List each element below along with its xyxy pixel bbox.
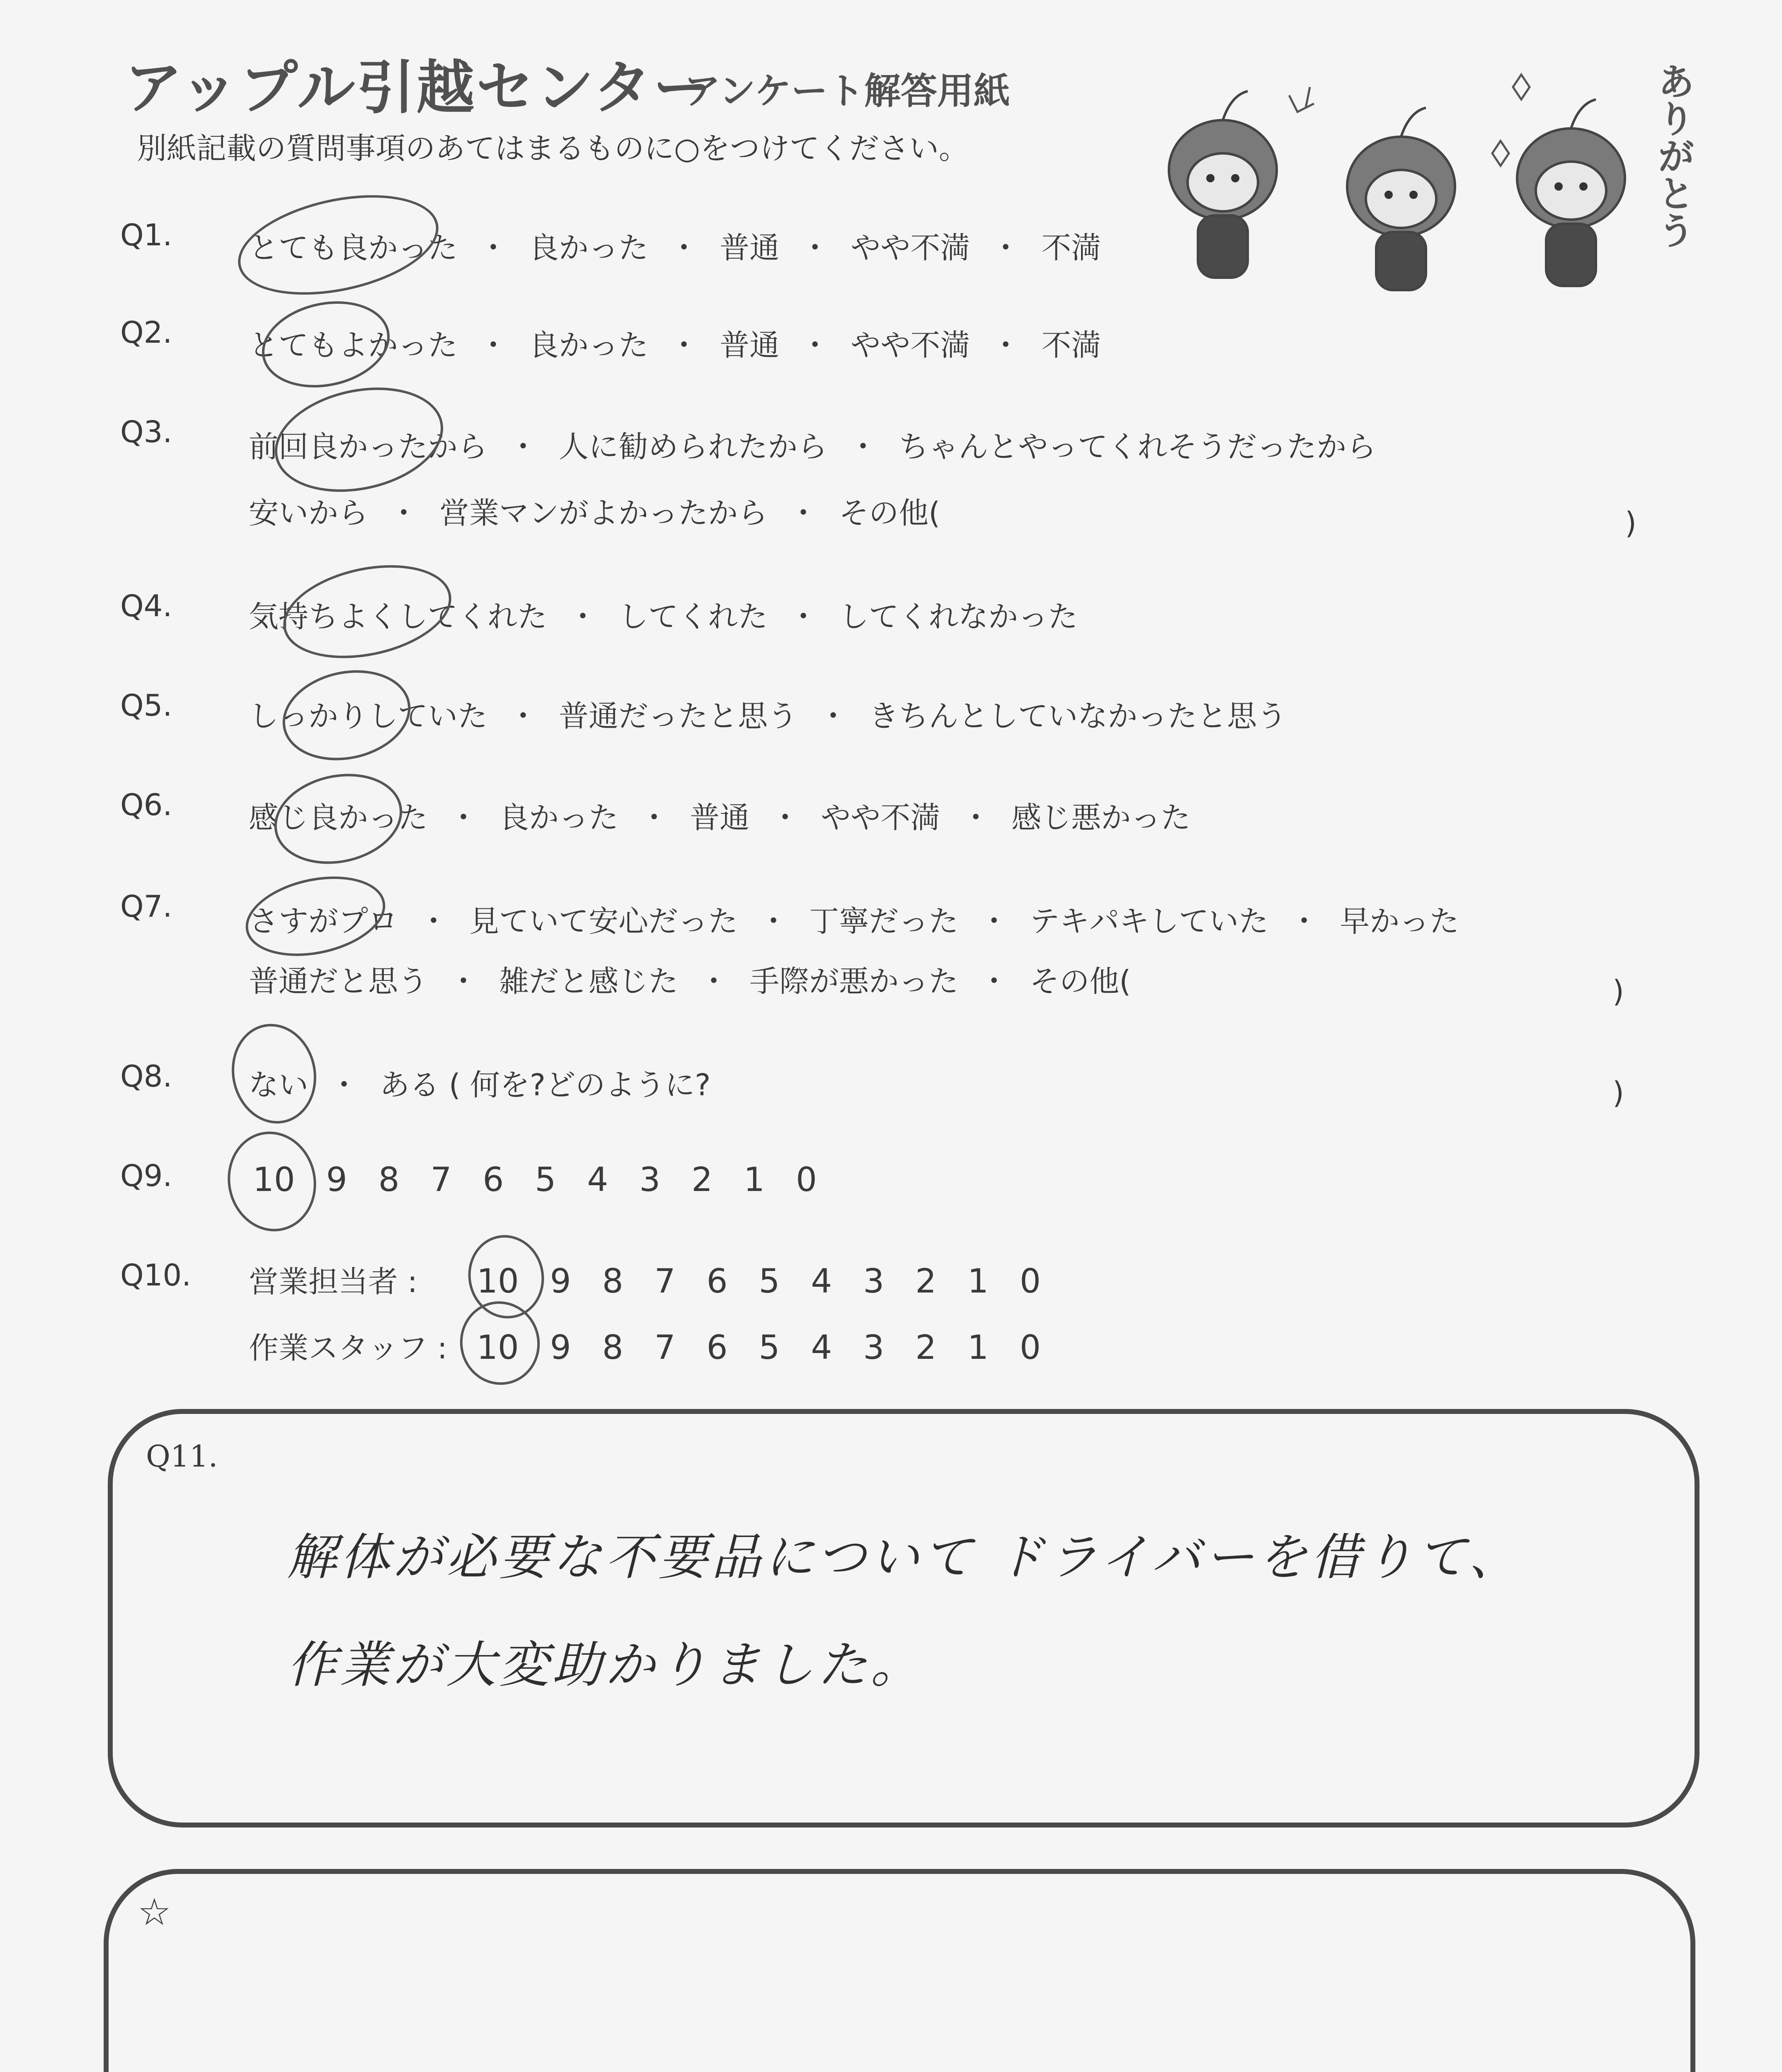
question-label: Q3. [120, 414, 172, 449]
q2-option[interactable]: 良かった [529, 328, 649, 363]
q3-option[interactable]: 安いから [249, 496, 369, 530]
form-instruction: 別紙記載の質問事項のあてはまるものに○をつけてください。 [137, 131, 969, 166]
selection-circle [238, 864, 393, 968]
selection-circle [254, 290, 398, 399]
q6-option[interactable]: 良かった [499, 800, 619, 835]
q7-option[interactable]: テキパキしていた [1030, 904, 1269, 939]
q7-option[interactable]: 普通だと思う [249, 964, 428, 999]
scale-value[interactable]: 10 [477, 1328, 519, 1367]
scale-value[interactable]: 2 [915, 1262, 937, 1300]
q1-option[interactable]: 良かった [529, 230, 649, 265]
q7-option[interactable]: 手際が悪かった [749, 964, 959, 999]
q2-option[interactable]: やや不満 [851, 328, 970, 363]
q4-options: 気持ちよくしてくれた ・ してくれた ・ してくれなかった [249, 593, 1078, 636]
scale-value[interactable]: 1 [744, 1160, 765, 1199]
q5-option[interactable]: きちんとしていなかったと思う [869, 699, 1287, 733]
scale-value[interactable]: 5 [759, 1262, 780, 1300]
q3-option[interactable]: 営業マンがよかったから [439, 496, 768, 530]
q5-options: しっかりしていた ・ 普通だったと思う ・ きちんとしていなかったと思う [249, 692, 1287, 735]
star-icon: ☆ [138, 1890, 171, 1934]
q8-option[interactable]: ない [249, 1067, 309, 1102]
scale-value[interactable]: 3 [863, 1328, 885, 1367]
scale-value[interactable]: 8 [602, 1328, 623, 1367]
q8-option[interactable]: ある ( 何を?どのように? [380, 1067, 711, 1102]
q6-option[interactable]: 感じ良かった [249, 800, 428, 835]
q1-option[interactable]: やや不満 [851, 230, 970, 265]
q5-option[interactable]: しっかりしていた [249, 699, 488, 733]
q3-options-line2: 安いから ・ 営業マンがよかったから ・ その他( [249, 489, 940, 532]
selection-circle [223, 1016, 325, 1132]
question-label: Q5. [120, 688, 172, 723]
scale-value[interactable]: 1 [967, 1262, 989, 1300]
q3-option[interactable]: その他( [839, 496, 941, 530]
scale-value[interactable]: 3 [639, 1160, 661, 1199]
question-label: Q10. [120, 1258, 192, 1293]
scale-value[interactable]: 7 [430, 1160, 452, 1199]
scale-value[interactable]: 4 [811, 1262, 832, 1300]
scale-value[interactable]: 1 [967, 1328, 989, 1367]
selection-circle [274, 551, 460, 672]
scale-value[interactable]: 0 [1019, 1262, 1041, 1300]
scale-value[interactable]: 2 [691, 1160, 713, 1199]
scale-value[interactable]: 3 [863, 1262, 885, 1300]
q9-scale [253, 1160, 817, 1199]
q10-staff-label: 作業スタッフ : [249, 1331, 448, 1365]
selection-circle [266, 762, 410, 875]
q1-option[interactable]: 普通 [720, 230, 780, 265]
q3-option[interactable]: 前回良かったから [249, 429, 488, 464]
q7-options-line1: さすがプロ ・ 見ていて安心だった ・ 丁寧だった ・ テキパキしていた ・ 早かった [249, 897, 1459, 940]
q7-close-paren: ) [1612, 974, 1624, 1009]
q10-sales-scale [477, 1262, 1041, 1300]
scale-value[interactable]: 5 [535, 1160, 556, 1199]
scale-value[interactable]: 9 [326, 1160, 347, 1199]
q4-option[interactable]: 気持ちよくしてくれた [249, 599, 548, 634]
q1-option[interactable]: 不満 [1041, 230, 1101, 265]
q2-option[interactable]: とてもよかった [249, 328, 458, 363]
selection-circle [265, 373, 453, 506]
form-subtitle: アンケート解答用紙 [684, 70, 1010, 112]
q1-options: とても良かった ・ 良かった ・ 普通 ・ やや不満 ・ 不満 [249, 224, 1101, 267]
mascot-illustration [1152, 62, 1704, 294]
scale-value[interactable]: 6 [482, 1160, 504, 1199]
scale-value[interactable]: 8 [602, 1262, 623, 1300]
q2-options: とてもよかった ・ 良かった ・ 普通 ・ やや不満 ・ 不満 [249, 321, 1101, 364]
q7-option[interactable]: 雑だと感じた [499, 964, 679, 999]
q5-option[interactable]: 普通だったと思う [559, 699, 798, 733]
scale-value[interactable]: 0 [795, 1160, 817, 1199]
question-label: Q7. [120, 889, 172, 924]
q2-option[interactable]: 普通 [720, 328, 780, 363]
q3-option[interactable]: ちゃんとやってくれそうだったから [899, 429, 1377, 464]
q3-close-paren: ) [1625, 506, 1637, 540]
q6-option[interactable]: 普通 [690, 800, 750, 835]
question-label: Q9. [120, 1158, 172, 1193]
q4-option[interactable]: してくれた [618, 599, 768, 634]
question-label: Q1. [120, 218, 172, 252]
q7-option[interactable]: さすがプロ [249, 904, 398, 939]
q2-option[interactable]: 不満 [1041, 328, 1101, 363]
scale-value[interactable]: 8 [378, 1160, 400, 1199]
scale-value[interactable]: 2 [915, 1328, 937, 1367]
scale-value[interactable]: 9 [550, 1262, 571, 1300]
monkey-mascots-icon [1152, 62, 1704, 294]
scale-value[interactable]: 10 [477, 1262, 519, 1300]
q11-comment-line2: 作業が大変助かりました。 [287, 1636, 924, 1694]
q11-comment-box[interactable] [108, 1409, 1700, 1828]
q11-label: Q11. [146, 1439, 218, 1474]
q7-option[interactable]: 早かった [1340, 904, 1460, 939]
scale-value[interactable]: 7 [654, 1262, 676, 1300]
scale-value[interactable]: 9 [550, 1328, 571, 1367]
form-title: アップル引越センター [124, 54, 713, 122]
scale-value[interactable]: 6 [706, 1262, 728, 1300]
q11-comment-line1: 解体が必要な不要品について ドライバーを借りて、 [287, 1529, 1522, 1586]
q10-staff-scale [477, 1328, 1041, 1367]
question-label: Q4. [120, 588, 172, 623]
scale-value[interactable]: 0 [1019, 1328, 1041, 1367]
scale-value[interactable]: 6 [706, 1328, 728, 1367]
scale-value[interactable]: 10 [253, 1160, 295, 1199]
q7-option[interactable]: その他( [1030, 964, 1131, 999]
question-label: Q8. [120, 1059, 172, 1094]
q3-options-line1: 前回良かったから ・ 人に勧められたから ・ ちゃんとやってくれそうだったから [249, 423, 1376, 466]
q8-options: ない ・ ある ( 何を?どのように? [249, 1061, 710, 1104]
q7-option[interactable]: 見ていて安心だった [469, 904, 738, 939]
scale-value[interactable]: 4 [587, 1160, 609, 1199]
selection-circle [218, 1123, 325, 1240]
q7-options-line2: 普通だと思う ・ 雑だと感じた ・ 手際が悪かった ・ その他( [249, 957, 1131, 1000]
q6-option[interactable]: やや不満 [821, 800, 941, 835]
scale-value[interactable]: 7 [654, 1328, 676, 1367]
question-label: Q2. [120, 315, 172, 350]
mascot-thanks-text: ありがとう [1651, 62, 1695, 249]
scale-value[interactable]: 4 [811, 1328, 832, 1367]
q4-option[interactable]: してくれなかった [839, 599, 1078, 634]
q3-option[interactable]: 人に勧められたから [559, 429, 828, 464]
question-label: Q6. [120, 787, 172, 822]
selection-circle [229, 179, 447, 311]
selection-circle [452, 1294, 548, 1392]
scale-value[interactable]: 5 [759, 1328, 780, 1367]
q6-option[interactable]: 感じ悪かった [1011, 800, 1191, 835]
q7-option[interactable]: 丁寧だった [809, 904, 959, 939]
q8-close-paren: ) [1612, 1075, 1624, 1110]
selection-circle [274, 659, 419, 772]
q6-options: 感じ良かった ・ 良かった ・ 普通 ・ やや不満 ・ 感じ悪かった [249, 794, 1190, 837]
q10-sales-label: 営業担当者 : [249, 1264, 418, 1299]
q1-option[interactable]: とても良かった [249, 230, 458, 265]
star-comment-box[interactable] [104, 1869, 1695, 2072]
